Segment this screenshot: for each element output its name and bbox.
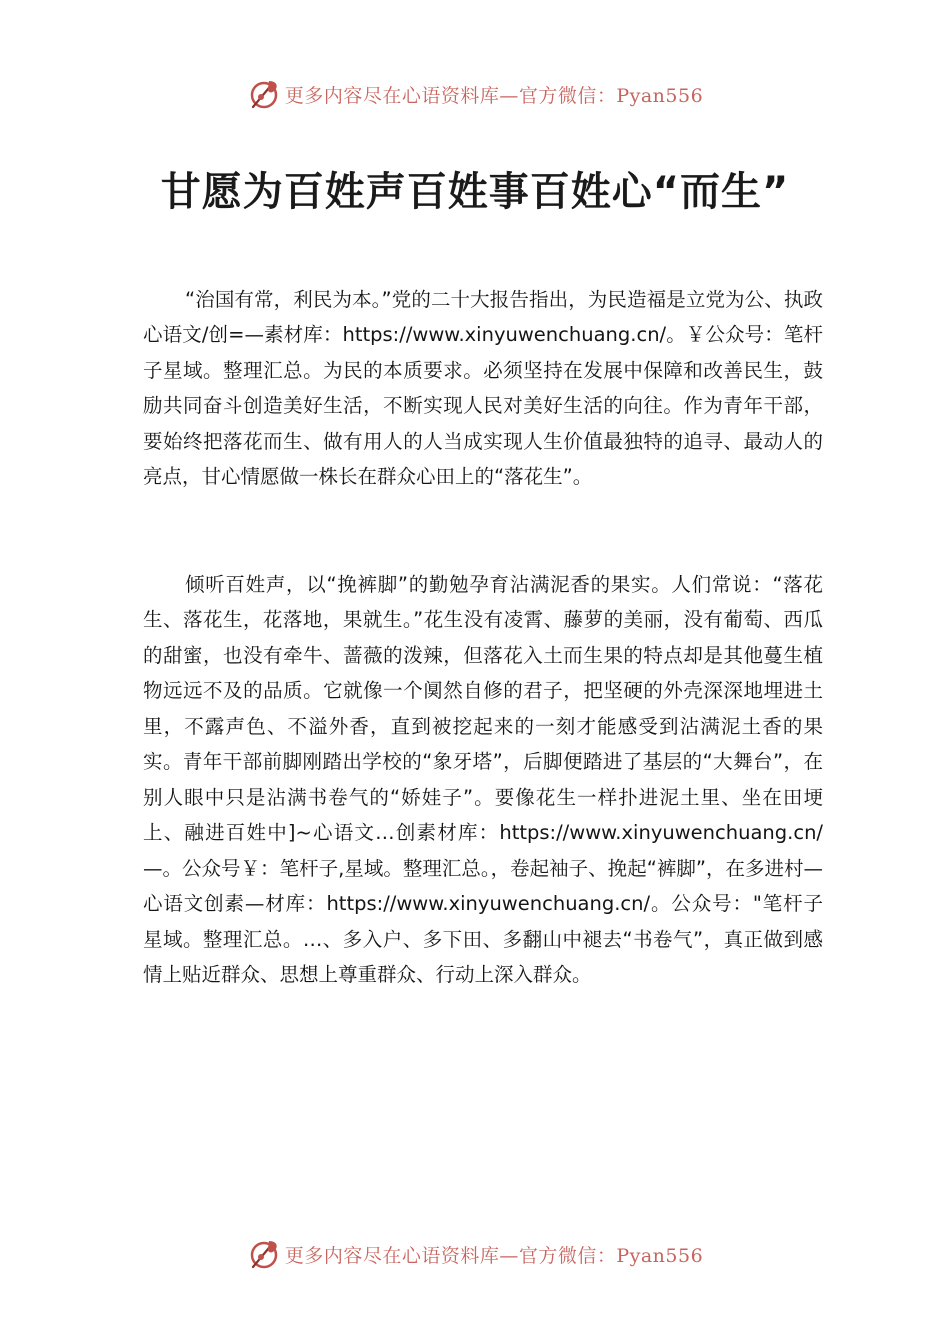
document-title: 甘愿为百姓声百姓事百姓心“而生” xyxy=(160,169,790,215)
quill-seal-icon xyxy=(247,77,281,111)
footer-banner-text: 更多内容尽在心语资料库—官方微信：Pyan556 xyxy=(284,1244,704,1267)
header-banner-text: 更多内容尽在心语资料库—官方微信：Pyan556 xyxy=(284,84,704,107)
paragraph-1: “治国有常，利民为本。”党的二十大报告指出，为民造福是立党为公、执政心语文/创=—素材库：https://www.xinyuwenchuang.cn/。￥公众号：笔杆子星域。整理汇总。为民的本质要求。必须坚持在发展中保障和改善民生，鼓励共同奋斗创造美好生活，不断实现人民对美好生活的向往。作为青年干部，要始终把落花而生、做有用人的人当成实现人生价值最独特的追寻、最动人的亮点，甘心情愿做一株长在群众心田上的“落花生”。 xyxy=(143,287,823,488)
footer-banner xyxy=(0,1232,950,1276)
quill-seal-icon xyxy=(247,1237,281,1271)
paragraph-2: 倾听百姓声，以“挽裤脚”的勤勉孕育沾满泥香的果实。人们常说：“落花生、落花生，花落地，果就生。”花生没有凌霄、藤萝的美丽，没有葡萄、西瓜的甜蜜，也没有牵牛、蔷薇的泼辣，但落花入土而生果的特点却是其他蔓生植物远远不及的品质。它就像一个阒然自修的君子，把坚硬的外壳深深地埋进土里，不露声色、不溢外香，直到被挖起来的一刻才能感受到沾满泥土香的果实。青年干部前脚刚踏出学校的“象牙塔”，后脚便踏进了基层的“大舞台”，在别人眼中只是沾满书卷气的“娇娃子”。要像花生一样扑进泥土里、坐在田埂上、融进百姓中]~心语文…创素材库：https://www.xinyuwenchuang.cn/—。公众号￥：笔杆子,星域。整理汇总。，卷起袖子、挽起“裤脚”，在多进村—心语文创素—材库：https://www.xinyuwenchuang.cn/。公众号："笔杆子星域。整理汇总。…、多入户、多下田、多翻山中褪去“书卷气”，真正做到感情上贴近群众、思想上尊重群众、行动上深入群众。 xyxy=(143,572,823,986)
header-banner xyxy=(0,72,950,116)
